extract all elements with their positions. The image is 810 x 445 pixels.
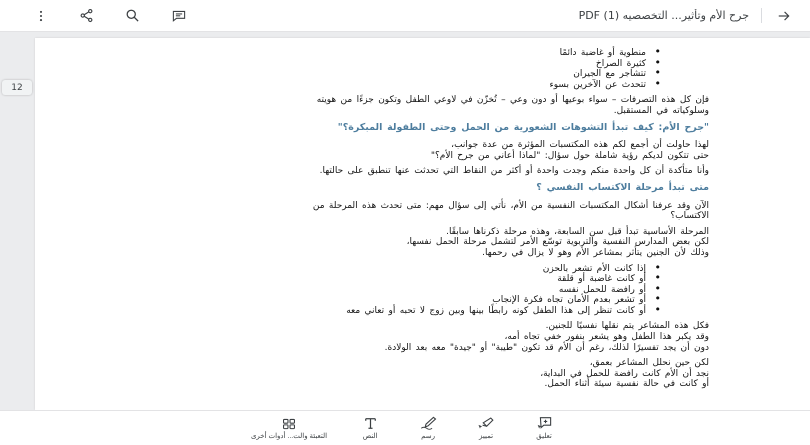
more-tools-grid-icon (281, 416, 297, 431)
viewer-area (0, 32, 810, 410)
share-icon (79, 8, 94, 23)
bullet-item: • كثيرة الصراخ (75, 59, 661, 70)
text-line: الآن وقد عرفنا أشكال المكتسبات النفسية من الأم، نأتي إلى سؤال مهم: متى تحدث هذه المرحلة من (312, 200, 709, 211)
text-line: لكن حين نحلل المشاعر بعمق، (589, 358, 709, 369)
bullet-item: • تتشاجر مع الجيران (75, 69, 661, 80)
top-app-bar (0, 0, 810, 32)
highlighter-icon (477, 416, 495, 431)
paragraph (75, 166, 709, 177)
text-line: حتى تتكون لديكم رؤية شاملة حول سؤال: "لماذا أعاني من جرح الأم؟" (430, 150, 709, 161)
paragraph (75, 358, 709, 390)
bullet-item: • إذا كانت الأم تشعر بالحزن (75, 264, 661, 275)
search-button[interactable] (123, 6, 142, 25)
text-line: وسلوكياته في المستقبل. (613, 105, 709, 116)
tool-label: النص (362, 433, 378, 440)
annotation-toolbar (0, 410, 810, 445)
comment-plus-icon (536, 416, 553, 431)
text-tool-button[interactable] (353, 415, 387, 441)
title-divider (761, 8, 762, 23)
bullet-item: • أو تشعر بعدم الأمان تجاه فكرة الإنجاب (75, 295, 661, 306)
tool-label: تمييز (479, 433, 494, 440)
text-line: لكن بعض المدارس النفسية والتربوية توسّع الأمر لتشمل مرحلة الحمل نفسها، (406, 237, 709, 248)
text-line: وأنا متأكدة أن كل واحدة منكم وجدت واحدة أو أكثر من النقاط التي تحدثت عنها تنطبق على حالتها. (319, 166, 709, 177)
bullet-item: • أو كانت غاضبة أو قلقة (75, 274, 661, 285)
bullet-item: • تتحدث عن الآخرين بسوء (75, 80, 661, 91)
comment-tool-button[interactable] (527, 415, 561, 441)
paragraph (75, 321, 709, 353)
tool-label: تعليق (536, 433, 552, 440)
topbar-title-group (579, 7, 810, 25)
text-line: الاكتساب؟ (670, 211, 709, 222)
draw-tool-button[interactable] (411, 415, 445, 441)
back-arrow-icon (776, 9, 792, 23)
paragraph (75, 95, 709, 116)
share-button[interactable] (77, 6, 96, 25)
document-title: جرح الأم وتأثير... التخصصيه (1) PDF (578, 9, 749, 22)
text-line: فإن كل هذه التصرفات – سواء بوعيها أو دون وعي – تُخزّن في لاوعي الطفل وتكون جزءًا من هويته (316, 95, 709, 106)
paragraph (75, 201, 709, 222)
more-options-button[interactable] (32, 7, 50, 25)
bullet-item: • أو كانت تنظر إلى هذا الطفل كونه رابطًا بينها وبين زوج لا تحبه أو تعاني معه (75, 306, 661, 317)
highlight-tool-button[interactable] (469, 415, 503, 441)
pdf-page[interactable] (35, 38, 810, 410)
page-number-chip: 12 (2, 80, 32, 95)
text-line: أو كانت في حالة نفسية سيئة أثناء الحمل. (544, 379, 709, 390)
paragraph (75, 227, 709, 259)
back-button[interactable] (774, 7, 794, 25)
comments-icon (171, 8, 187, 23)
text-tool-icon (363, 416, 378, 431)
text-line: وقد يكبر هذا الطفل وهو يشعر بنفور خفي تجاه أمه، (504, 332, 709, 343)
bullet-item: • أو رافضة للحمل نفسه (75, 285, 661, 296)
paragraph (75, 140, 709, 161)
section-heading: متى تبدأ مرحلة الاكتساب النفسي ؟ (536, 181, 709, 193)
draw-pen-icon (419, 416, 437, 431)
topbar-actions (0, 6, 189, 25)
bullet-list (75, 48, 709, 90)
document-content (35, 38, 810, 390)
text-line: دون أن يجد تفسيرًا لذلك، رغم أن الأم قد تكون "طيبة" أو "جيدة" معه بعد الولادة. (384, 342, 709, 353)
comments-button[interactable] (169, 6, 189, 25)
bullet-list (75, 264, 709, 317)
section-heading: "جرح الأم: كيف تبدأ التشوهات الشعورية من الحمل وحتى الطفولة المبكرة؟" (337, 121, 709, 133)
text-line: لهذا حاولت أن أجمع لكم هذه المكتسبات المؤثرة من عدة جوانب، (451, 140, 709, 151)
bullet-item: • منطوية أو غاضبة دائمًا (75, 48, 661, 59)
fill-sign-more-tools-button[interactable] (249, 415, 329, 441)
text-line: وذلك لأن الجنين يتأثر بمشاعر الأم وهو لا يزال في رحمها. (482, 247, 709, 258)
text-line: فكل هذه المشاعر يتم نقلها نفسيًا للجنين. (545, 321, 709, 332)
more-options-icon (34, 9, 48, 23)
search-icon (125, 8, 140, 23)
tool-label: التعبئة والت... أدوات أخرى (250, 433, 328, 440)
text-line: نجد أن الأم كانت رافضة للحمل في البداية، (540, 368, 709, 379)
text-line: المرحلة الأساسية تبدأ قبل سن السابعة، وهذه مرحلة ذكرناها سابقًا. (446, 226, 709, 237)
tool-label: رسم (421, 433, 436, 440)
